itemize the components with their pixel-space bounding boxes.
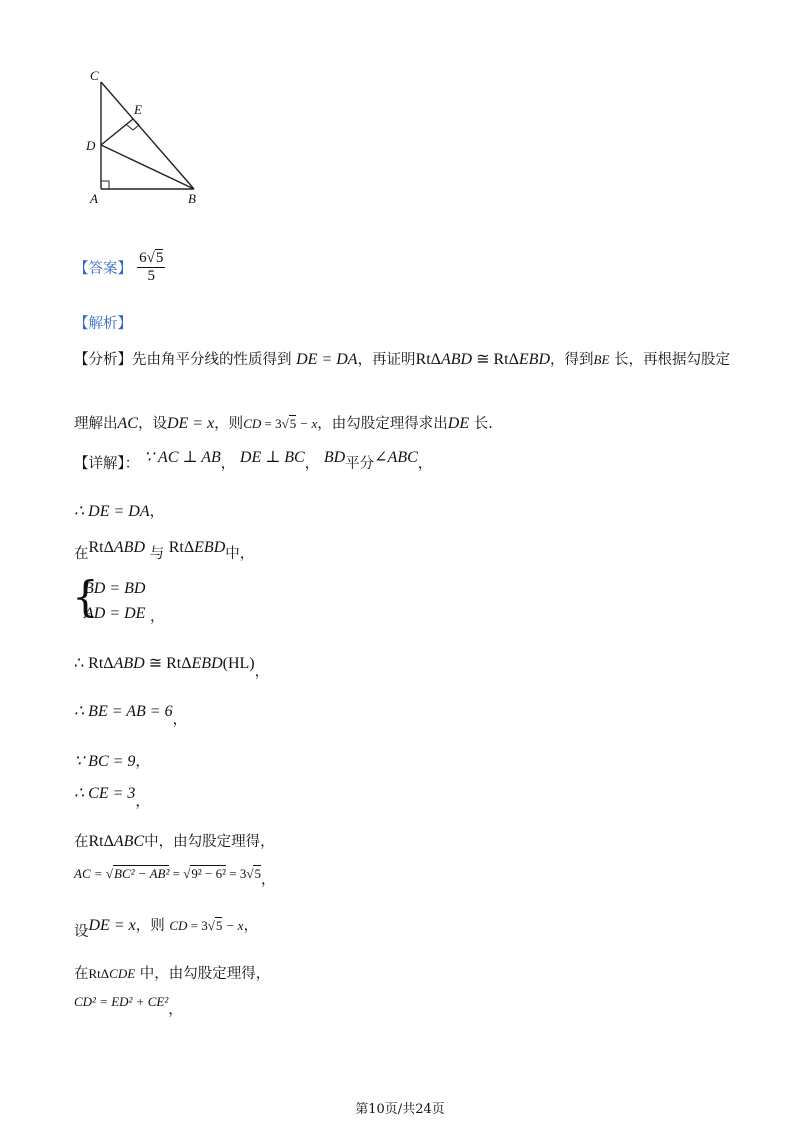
ac-end: ，: [260, 872, 276, 888]
cong-end: ，: [254, 664, 270, 680]
ac-radicand-2: 9² − 6²: [191, 866, 226, 881]
last-end: ，: [168, 1002, 183, 1018]
fenxi-text-6: ，设: [137, 416, 167, 432]
let-ze: ，则: [135, 918, 165, 934]
detail-line-1: [74, 449, 433, 473]
detail-rt1a: RtΔ: [88, 539, 114, 556]
ce-eq: ∴ CE = 3: [74, 785, 136, 802]
ac-eq: =: [169, 866, 184, 881]
detail-angle: ∠ABC: [374, 449, 418, 466]
let-cd-b: = 3: [187, 918, 208, 933]
detail-bc: [74, 750, 150, 771]
detail-perp-2: DE ⊥ BC: [239, 449, 305, 466]
detail-because-1: ∵ AC ⊥ AB: [143, 449, 221, 466]
rtcde-a: RtΔ: [88, 966, 110, 981]
fenxi-math-2a: RtΔ: [415, 351, 441, 368]
fenxi-math-5: AC: [117, 415, 138, 432]
let-she: 设: [74, 924, 89, 940]
analysis-tag: 【解析】: [74, 316, 132, 332]
fenxi-math-2d: EBD: [518, 351, 550, 368]
ac-radicand-3: 5: [254, 866, 261, 881]
let-math: DE = x: [88, 917, 136, 934]
label-b: B: [188, 191, 196, 206]
fenxi-math-2c: ≅ RtΔ: [472, 351, 519, 368]
label-a: A: [90, 191, 98, 206]
detail-rtabc: [74, 830, 275, 851]
fenxi-text-5: 理解出: [74, 416, 118, 432]
detail-rt1b: ABD: [113, 539, 146, 556]
let-end: ，: [243, 918, 258, 934]
cong-e: (HL): [222, 655, 255, 672]
analysis-line-1: [74, 348, 730, 369]
fenxi-math-7d: − x: [296, 416, 318, 431]
bc-eq: ∵ BC = 9: [74, 753, 136, 770]
let-cd-c: 5: [215, 918, 223, 933]
answer-fraction: $\frac{6√5}{5}$: [139, 250, 164, 284]
cong-c: ≅ RtΔ: [144, 655, 192, 672]
segment-cb: [101, 82, 194, 189]
answer-radicand: 5: [155, 250, 164, 266]
detail-let: 设DE = x，则 CD = 3√5 − x，: [74, 917, 258, 940]
fenxi-tag: 【分析】: [74, 352, 132, 368]
fenxi-math-7b: = 3: [261, 416, 282, 431]
analysis-line-2: 理解出AC，设DE = x，则CD = 3√5 − x，由勾股定理得求出DE 长.: [74, 415, 493, 432]
detail-last-eq: [74, 990, 183, 1018]
detail-rtcde: [74, 962, 270, 983]
detail-rt2a: RtΔ: [168, 539, 195, 556]
answer-tag: 【答案】: [74, 261, 132, 277]
detail-comma-2: ，: [304, 456, 320, 472]
fenxi-text-3: ，得到: [550, 352, 594, 368]
be-eq: ∴ BE = AB = 6: [74, 703, 173, 720]
detail-zhong: 中，: [225, 546, 255, 562]
answer-denominator: 5: [147, 268, 155, 284]
ce-end: ，: [135, 794, 150, 810]
fenxi-math-7c: 5: [289, 416, 297, 431]
rtabc-text: 中，由勾股定理得，: [144, 834, 275, 850]
answer-coef: 6: [139, 250, 147, 266]
detail-line-2: [74, 500, 164, 521]
system-end: ，: [150, 609, 165, 625]
cong-d: EBD: [191, 655, 223, 672]
label-d: D: [86, 138, 96, 153]
detail-comma-1: ，: [220, 456, 236, 472]
detail-bd: BD: [323, 449, 346, 466]
label-c: C: [90, 68, 99, 83]
bc-end: ，: [135, 754, 150, 770]
detail-comma-3: ，: [417, 456, 433, 472]
fenxi-text-2: ，再证明: [357, 352, 416, 368]
ac-radicand-1: BC² − AB²: [114, 866, 170, 881]
page-footer: 第10页/共24页: [355, 1102, 445, 1117]
cong-b: ABD: [113, 655, 145, 672]
fenxi-math-1: DE = DA: [296, 351, 358, 368]
rtabc-zai: 在: [74, 834, 89, 850]
rtabc-b: ABC: [113, 833, 145, 850]
system-eq-2: AD = DE: [84, 605, 146, 622]
geometry-figure: [84, 64, 214, 218]
detail-line-3: [74, 536, 255, 562]
ac-lhs: AC =: [74, 866, 106, 881]
fenxi-math-2b: ABD: [440, 351, 473, 368]
last-eq: CD² = ED² + CE²: [74, 994, 169, 1009]
cong-a: ∴ RtΔ: [74, 655, 114, 672]
be-end: ，: [172, 712, 188, 728]
fenxi-math-7a: CD: [243, 416, 262, 431]
ac-eq-2: = 3: [225, 866, 247, 881]
detail-tag: 【详解】: [74, 456, 125, 472]
detail-line2-end: ，: [149, 504, 165, 520]
detail-rt2b: EBD: [194, 539, 226, 556]
fenxi-text-4: 长，再根据勾股定: [609, 352, 730, 368]
detail-be: [74, 700, 188, 728]
fenxi-text-7: ，则: [214, 416, 244, 432]
label-e: E: [134, 102, 142, 117]
right-angle-a: [101, 181, 109, 189]
fenxi-math-6: DE = x: [166, 415, 215, 432]
segment-db: [101, 145, 194, 189]
let-cd-a: CD: [169, 918, 188, 933]
fenxi-text-1: 先由角平分线的性质得到: [132, 352, 292, 368]
answer-line: [74, 250, 165, 285]
detail-ce: [74, 782, 150, 810]
rtcde-b: CDE: [109, 966, 136, 981]
detail-congruence: [74, 652, 270, 680]
fenxi-text-8: ，由勾股定理得求出: [317, 416, 448, 432]
fenxi-math-8: DE: [447, 415, 470, 432]
rtcde-zai: 在: [74, 966, 89, 982]
detail-pingfen: 平分: [345, 456, 375, 472]
detail-ac-formula: AC = √BC² − AB² = √9² − 6² = 3√5，: [74, 866, 276, 888]
system-eq-1: BD = BD: [84, 580, 146, 597]
segment-de: [101, 119, 133, 145]
let-cd-d: − x: [222, 918, 244, 933]
detail-de-da: ∴ DE = DA: [74, 503, 150, 520]
system-brace: {: [72, 572, 99, 621]
rtabc-a: RtΔ: [88, 833, 114, 850]
fenxi-math-3: BE: [593, 352, 610, 367]
rtcde-text: 中，由勾股定理得，: [135, 966, 271, 982]
fenxi-text-9: 长.: [469, 416, 493, 432]
detail-zai: 在: [74, 546, 89, 562]
detail-colon: ：: [124, 456, 140, 472]
detail-yu: 与: [149, 546, 165, 562]
